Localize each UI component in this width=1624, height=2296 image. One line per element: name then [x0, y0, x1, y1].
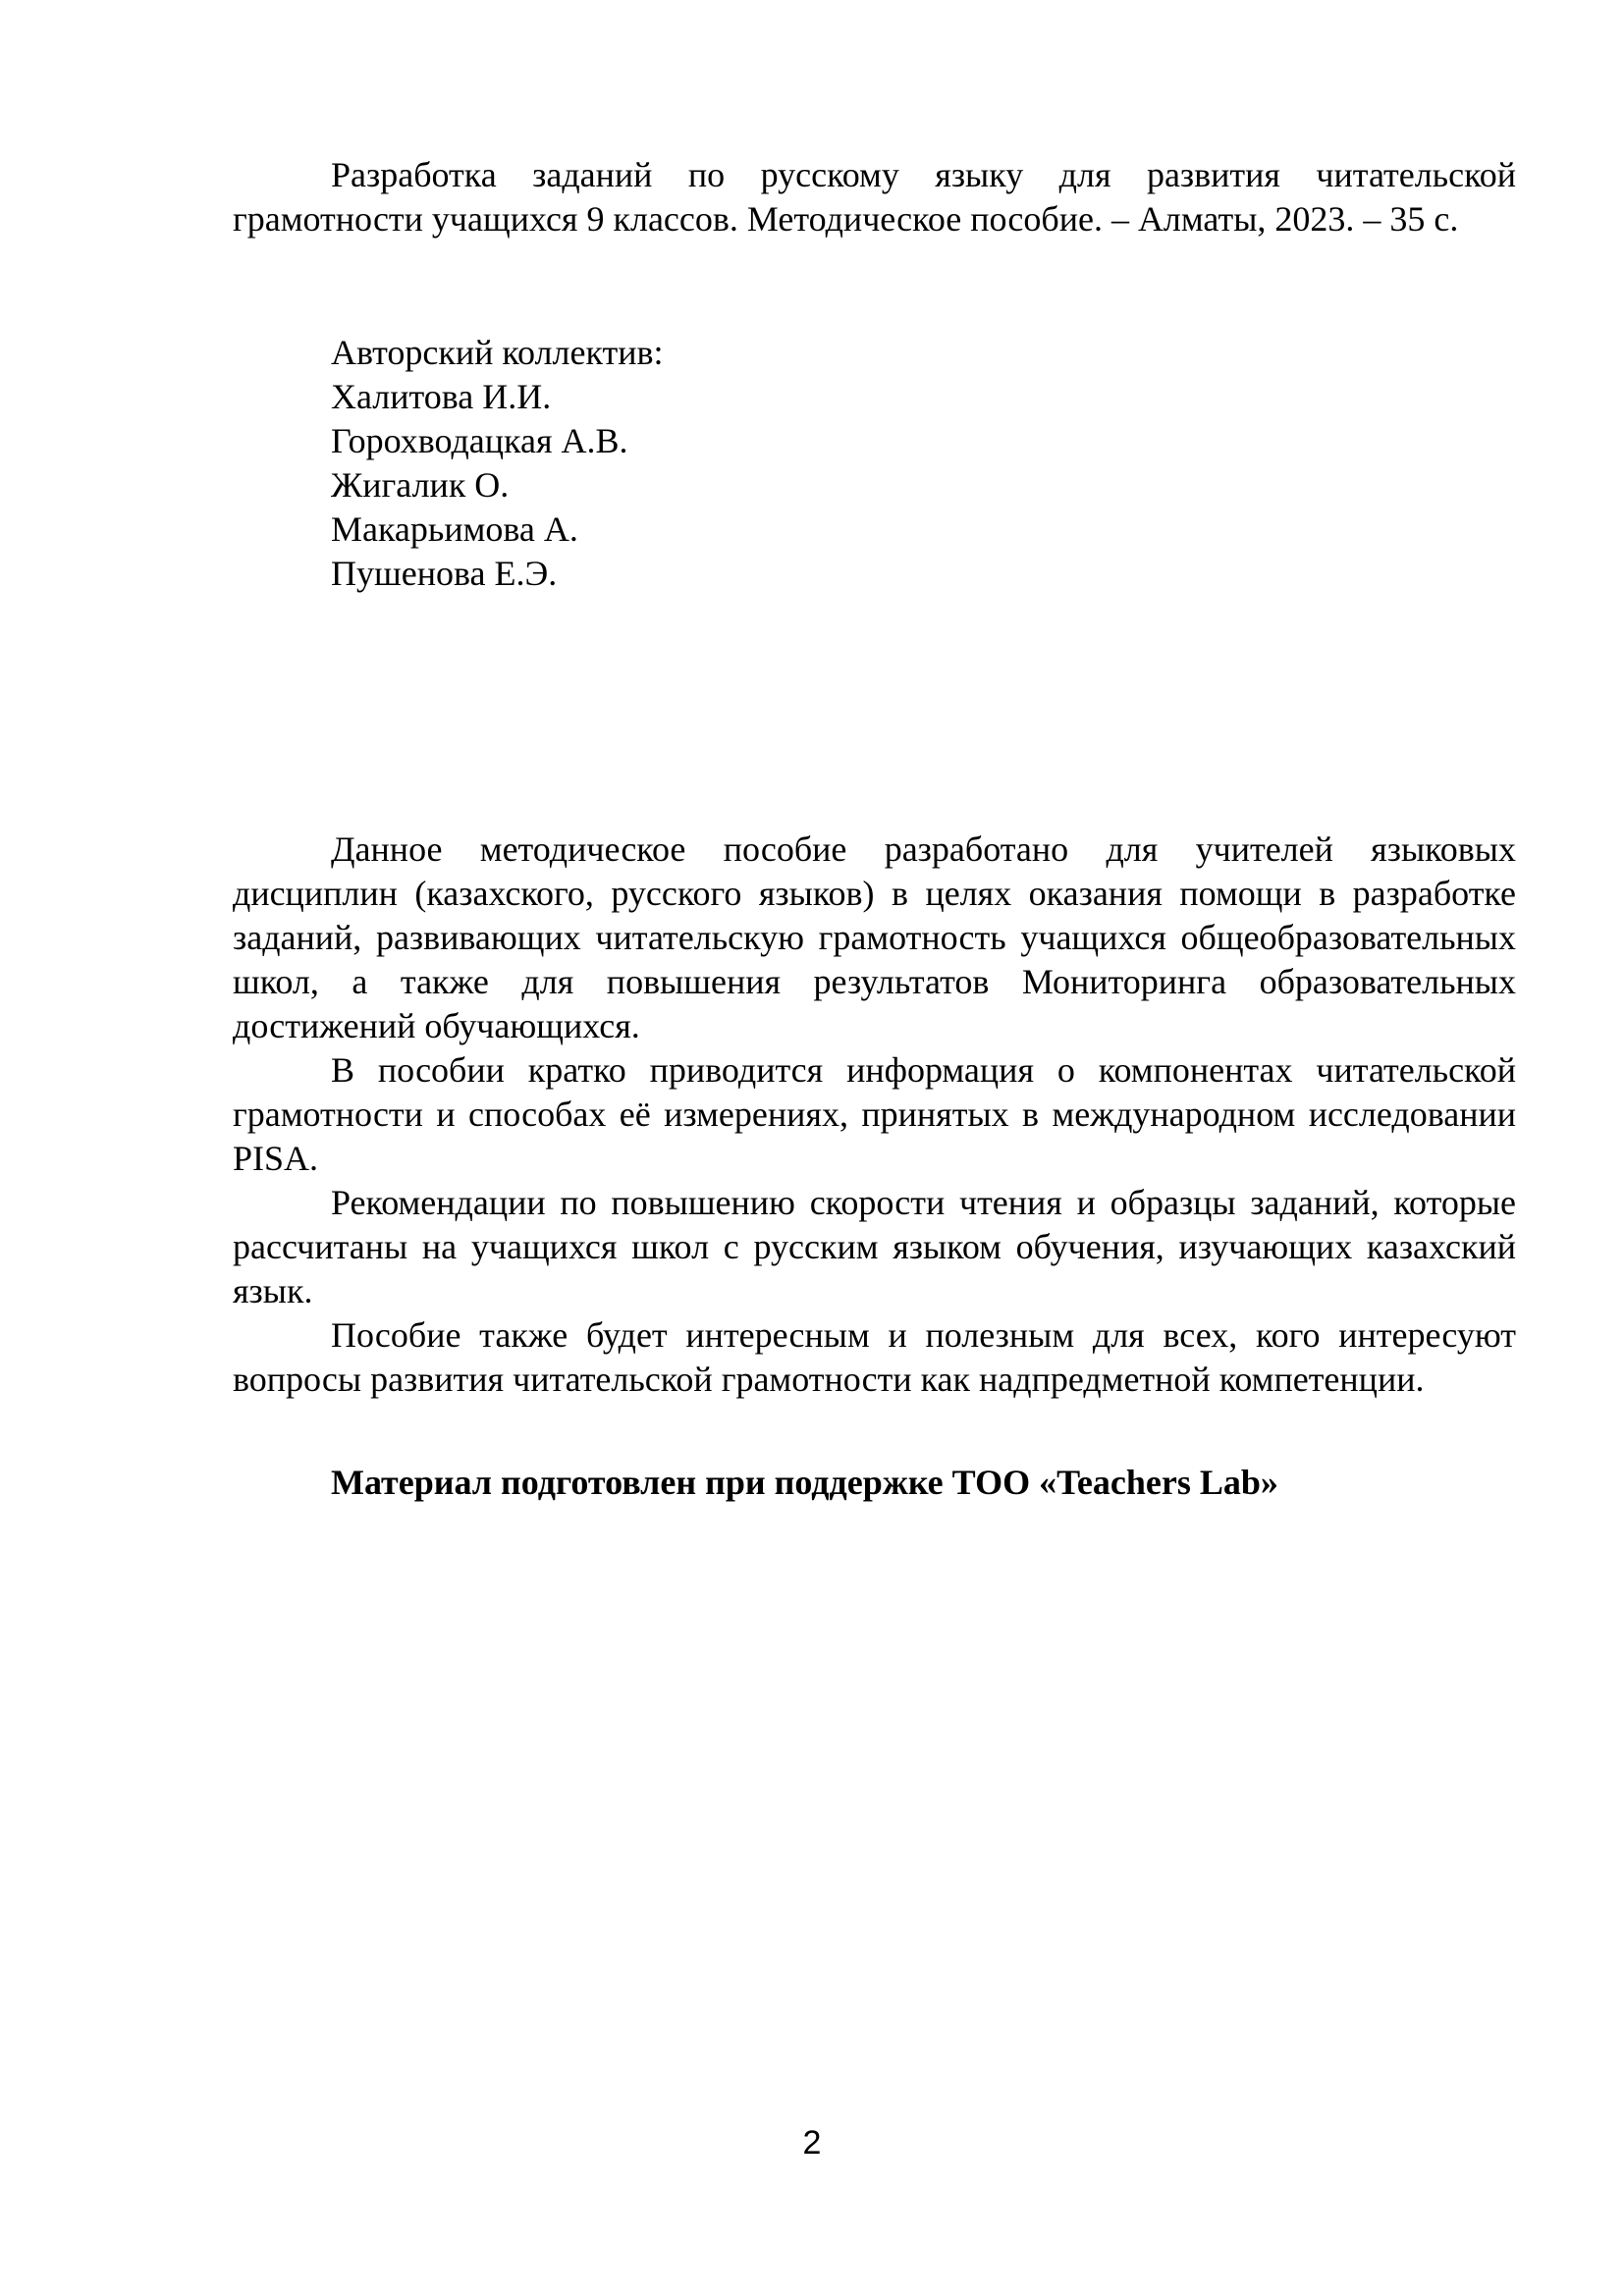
description-paragraph: Рекомендации по повышению скорости чтения и образцы заданий, которые рассчитаны на учащихся школ с русским языком обучения, изучающих казахский язык. — [233, 1183, 1516, 1310]
author-list-heading: Авторский коллектив: — [331, 333, 664, 372]
support-note: Материал подготовлен при поддержке ТОО «Teachers Lab» — [331, 1463, 1278, 1502]
description-paragraph: Пособие также будет интересным и полезным для всех, кого интересуют вопросы развития читательской грамотности как надпредметной компетенции. — [233, 1315, 1516, 1399]
page-number: 2 — [802, 2124, 822, 2162]
description-paragraph: Данное методическое пособие разработано для учителей языковых дисциплин (казахского, русского языков) в целях оказания помощи в разработке заданий, развивающих читательскую грамотность учащихся общеобразовательных школ, а также для повышения результатов Мониторинга образовательных достижений обучающихся. — [233, 829, 1516, 1045]
description-paragraph: В пособии кратко приводится информация о компонентах читательской грамотности и способах её измерениях, принятых в международном исследовании PISA. — [233, 1050, 1516, 1178]
author-list — [331, 331, 663, 596]
author-name: Макарьимова А. — [331, 509, 578, 549]
author-name: Халитова И.И. — [331, 377, 552, 416]
bibliographic-note: Разработка заданий по русскому языку для развития читательской грамотности учащихся 9 классов. Методическое пособие. – Алматы, 2023. – 35 с. — [233, 155, 1516, 239]
author-name: Пушенова Е.Э. — [331, 554, 558, 593]
author-name: Горохводацкая А.В. — [331, 421, 628, 460]
author-name: Жигалик О. — [331, 465, 510, 505]
